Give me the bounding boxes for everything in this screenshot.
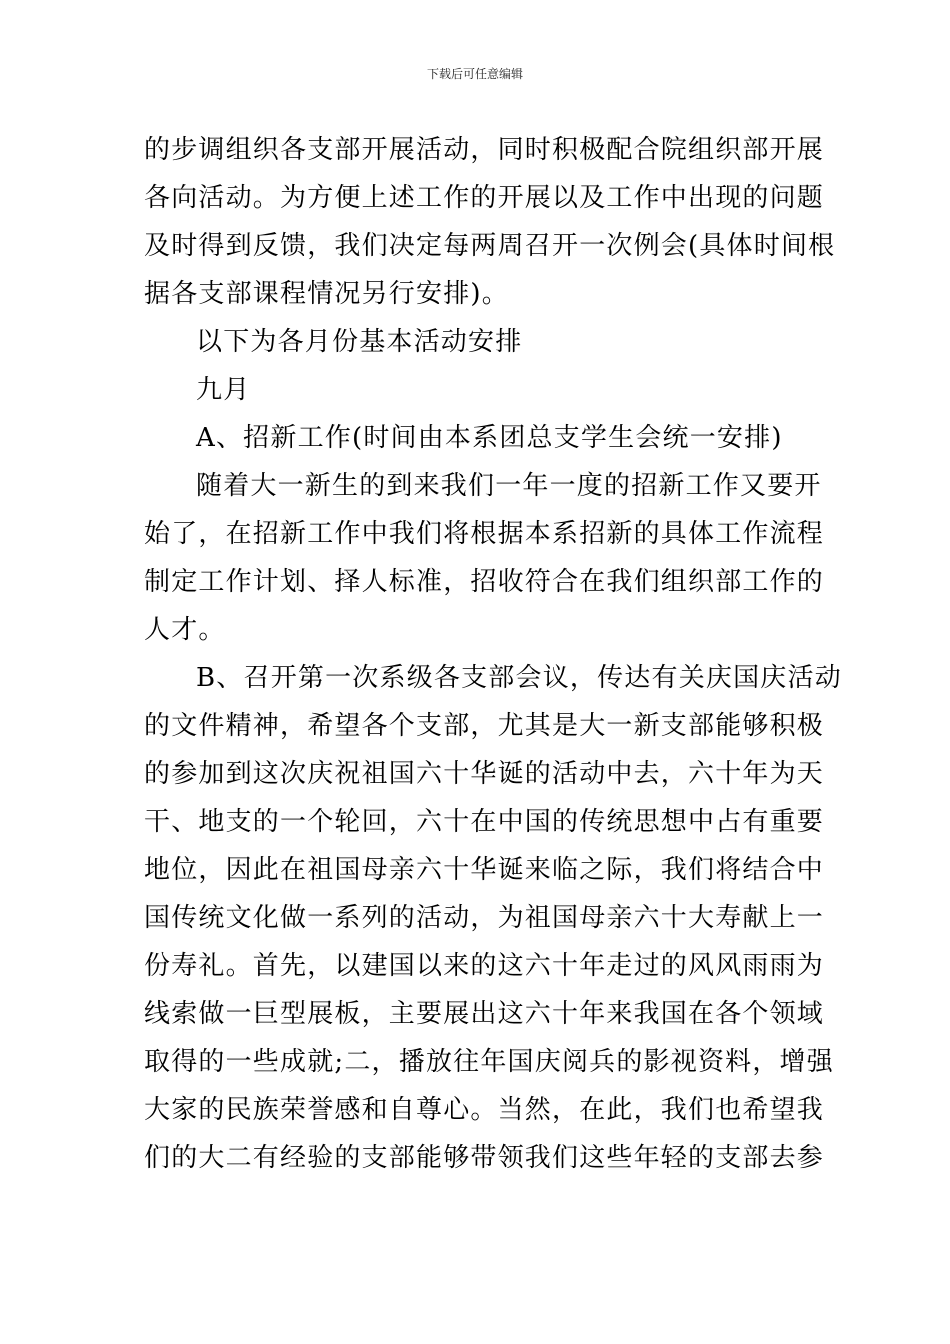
paragraph [144, 366, 816, 414]
text-line: 份寿礼。首先，以建国以来的这六十年走过的风风雨雨为 [144, 951, 825, 981]
text-line: 干、地支的一个轮回，六十在中国的传统思想中占有重要 [144, 807, 825, 837]
text-line: 取得的一些成就;二，播放往年国庆阅兵的影视资料，增强 [144, 1047, 834, 1077]
text-line: 线索做一巨型展板，主要展出这六十年来我国在各个领域 [144, 999, 825, 1029]
text-line: 大家的民族荣誉感和自尊心。当然，在此，我们也希望我 [144, 1095, 825, 1125]
text-line: 的步调组织各支部开展活动，同时积极配合院组织部开展 [144, 135, 825, 165]
text-line: 据各支部课程情况另行安排)。 [144, 279, 509, 309]
paragraph [144, 318, 816, 366]
text-line: 各向活动。为方便上述工作的开展以及工作中出现的问题 [144, 183, 825, 213]
paragraph [144, 414, 816, 462]
text-line: 地位，因此在祖国母亲六十华诞来临之际，我们将结合中 [144, 855, 825, 885]
paragraph [144, 654, 842, 1182]
paragraph [144, 126, 836, 318]
text-line: 及时得到反馈，我们决定每两周召开一次例会(具体时间根 [144, 231, 836, 261]
text-line: 的参加到这次庆祝祖国六十华诞的活动中去，六十年为天 [144, 759, 825, 789]
text-line: 的文件精神，希望各个支部，尤其是大一新支部能够积极 [144, 711, 825, 741]
text-line: 以下为各月份基本活动安排 [196, 327, 523, 357]
document-body [144, 126, 842, 1182]
text-line: 们的大二有经验的支部能够带领我们这些年轻的支部去参 [144, 1143, 825, 1173]
text-line: B、召开第一次系级各支部会议，传达有关庆国庆活动 [196, 663, 842, 693]
text-line: 始了，在招新工作中我们将根据本系招新的具体工作流程 [144, 519, 825, 549]
page-header: 下载后可任意编辑 [426, 67, 523, 81]
text-line: 制定工作计划、择人标准，招收符合在我们组织部工作的 [144, 567, 825, 597]
text-line: 人才。 [144, 615, 226, 645]
paragraph [144, 462, 825, 654]
text-line: 随着大一新生的到来我们一年一度的招新工作又要开 [196, 471, 822, 501]
text-line: 九月 [196, 375, 251, 405]
text-line: A、招新工作(时间由本系团总支学生会统一安排) [196, 423, 783, 453]
text-line: 国传统文化做一系列的活动，为祖国母亲六十大寿献上一 [144, 903, 825, 933]
